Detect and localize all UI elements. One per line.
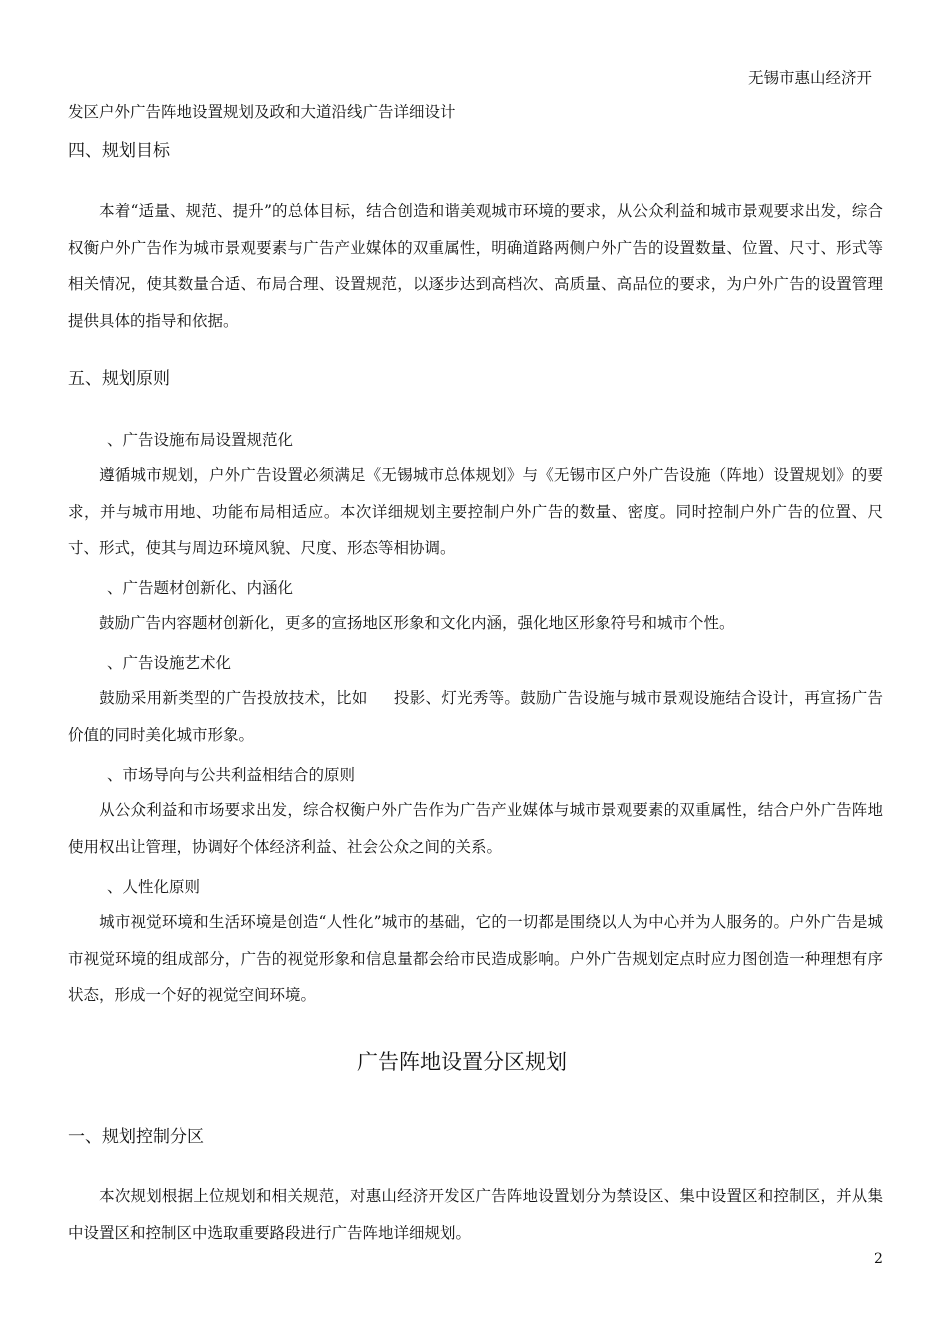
principle-5-title: 、人性化原则 <box>107 878 201 896</box>
principle-5-text: 城市视觉环境和生活环境是创造“人性化”城市的基础，它的一切都是围绕以人为中心并为人服务的。户外广告是城市视觉环境的组成部分，广告的视觉形象和信息量都会给市民造成影响。户外广告规划定点时应力图创造一种理想有序状态，形成一个好的视觉空间环境。 <box>68 913 883 1004</box>
section-heading-goals: 四、规划目标 <box>68 141 170 161</box>
zoning-paragraph: 本次规划根据上位规划和相关规范，对惠山经济开发区广告阵地设置划分为禁设区、集中设置区和控制区，并从集中设置区和控制区中选取重要路段进行广告阵地详细规划。 <box>68 1187 883 1242</box>
principle-3-title: 、广告设施艺术化 <box>107 654 232 672</box>
running-header-line2: 发区户外广告阵地设置规划及政和大道沿线广告详细设计 <box>68 103 456 121</box>
principle-4-title: 、市场导向与公共利益相结合的原则 <box>107 766 356 784</box>
section-heading-zoning: 一、规划控制分区 <box>68 1127 204 1147</box>
running-header-line1: 无锡市惠山经济开 <box>748 69 873 87</box>
principle-2-title: 、广告题材创新化、内涵化 <box>107 579 294 597</box>
chapter-title: 广告阵地设置分区规划 <box>357 1050 567 1074</box>
section-heading-principles: 五、规划原则 <box>68 369 170 389</box>
principle-1-title: 、广告设施布局设置规范化 <box>107 431 294 449</box>
principle-2-text: 鼓励广告内容题材创新化，更多的宣扬地区形象和文化内涵，强化地区形象符号和城市个性。 <box>99 614 735 632</box>
page-number: 2 <box>874 1251 883 1267</box>
principle-3-text: 鼓励采用新类型的广告投放技术，比如 投影、灯光秀等。鼓励广告设施与城市景观设施结合设计，再宣扬广告价值的同时美化城市形象。 <box>68 689 883 744</box>
principle-1-text: 遵循城市规划，户外广告设置必须满足《无锡城市总体规划》与《无锡市区户外广告设施（阵地）设置规划》的要求，并与城市用地、功能布局相适应。本次详细规划主要控制户外广告的数量、密度。同时控制户外广告的位置、尺寸、形式，使其与周边环境风貌、尺度、形态等相协调。 <box>68 466 883 557</box>
principle-4-text: 从公众利益和市场要求出发，综合权衡户外广告作为广告产业媒体与城市景观要素的双重属性，结合户外广告阵地使用权出让管理，协调好个体经济利益、社会公众之间的关系。 <box>68 801 883 856</box>
goals-paragraph: 本着“适量、规范、提升”的总体目标，结合创造和谐美观城市环境的要求，从公众利益和城市景观要求出发，综合权衡户外广告作为城市景观要素与广告产业媒体的双重属性，明确道路两侧户外广告的设置数量、位置、尺寸、形式等相关情况，使其数量合适、布局合理、设置规范，以逐步达到高档次、高质量、高品位的要求，为户外广告的设置管理提供具体的指导和依据。 <box>68 202 883 330</box>
